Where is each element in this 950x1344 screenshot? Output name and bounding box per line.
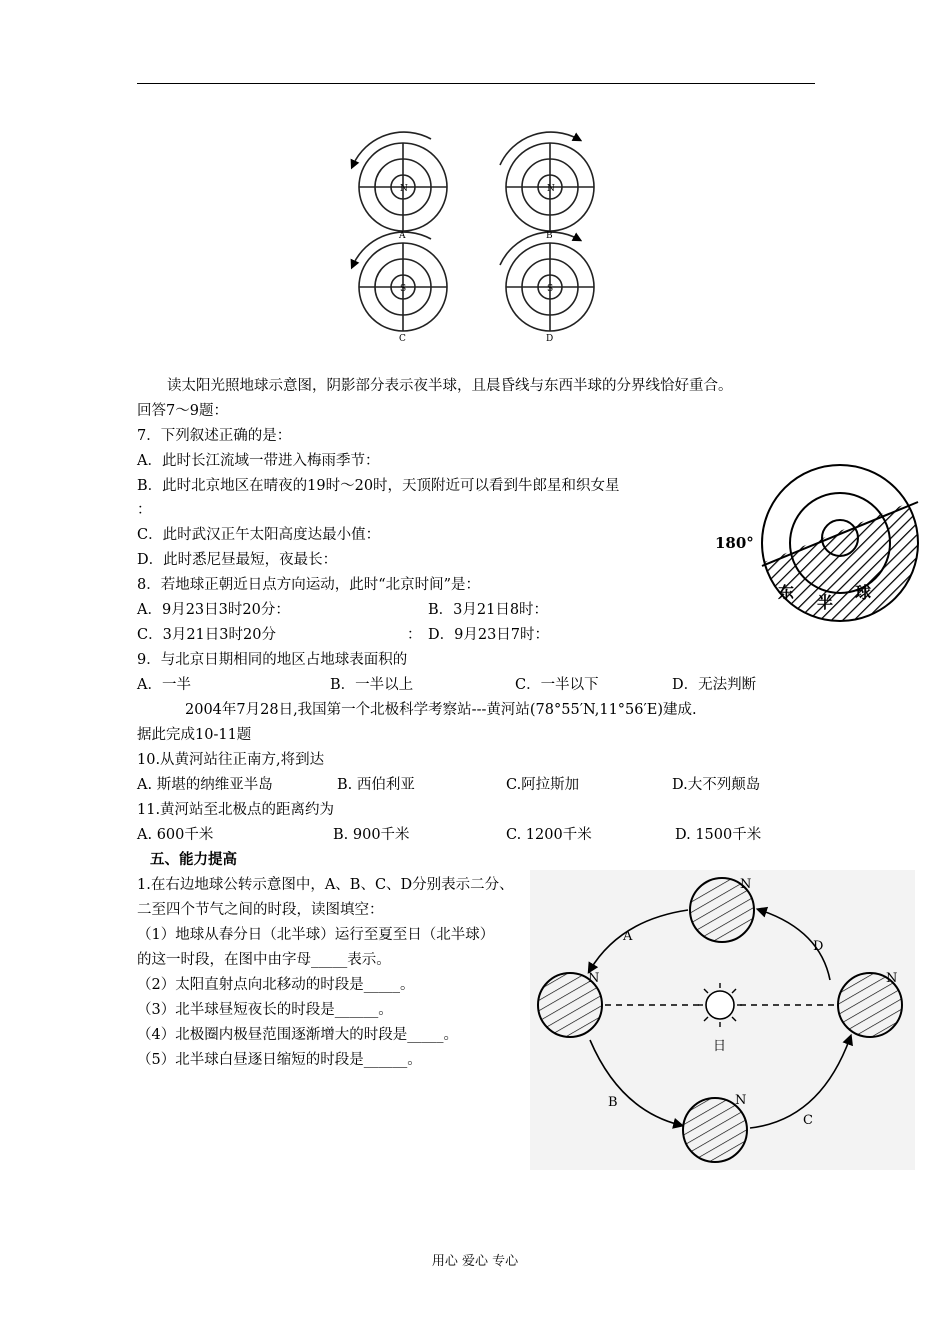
label-c: C bbox=[399, 334, 406, 344]
q8-option-a: A．9月23日3时20分： bbox=[137, 602, 290, 618]
q9-option-a: A．一半 bbox=[137, 677, 191, 693]
q11-option-c: C. 1200千米 bbox=[506, 827, 592, 843]
label-a: A bbox=[399, 231, 406, 241]
label-dong: 东 bbox=[778, 583, 795, 602]
n-bottom: N bbox=[735, 1093, 747, 1108]
q9-option-b: B．一半以上 bbox=[330, 677, 414, 693]
sun-label: 日 bbox=[713, 1039, 727, 1054]
s5-q1-line-2: 二至四个节气之间的时段，读图填空： bbox=[137, 902, 384, 918]
n-left: N bbox=[588, 971, 600, 986]
q7-option-a: A．此时长江流域一带进入梅雨季节： bbox=[137, 453, 380, 469]
orbit-label-c: C bbox=[803, 1113, 813, 1128]
s5-p3: （3）北半球昼短夜长的时段是______。 bbox=[137, 1002, 393, 1018]
q7-option-d: D．此时悉尼昼最短，夜最长： bbox=[137, 552, 338, 568]
q8-option-d: D．9月23日7时： bbox=[428, 627, 550, 643]
q11-option-d: D. 1500千米 bbox=[675, 827, 762, 843]
diagram-b bbox=[500, 132, 594, 231]
q9-option-c: C．一半以下 bbox=[515, 677, 599, 693]
longitude-label: 180° bbox=[715, 534, 754, 552]
section5-heading: 五、能力提高 bbox=[150, 851, 237, 868]
n-top: N bbox=[740, 877, 752, 892]
s5-p5: （5）北半球白昼逐日缩短的时段是______。 bbox=[137, 1052, 422, 1068]
label-south-d: S bbox=[547, 284, 554, 294]
diagram-a bbox=[353, 132, 447, 231]
q7-option-c: C．此时武汉正午太阳高度达最小值： bbox=[137, 527, 381, 543]
q11-stem: 11.黄河站至北极点的距离约为 bbox=[137, 802, 335, 818]
s5-p1-line-2: 的这一时段，在图中由字母_____表示。 bbox=[137, 952, 391, 968]
q10-option-b: B. 西伯利亚 bbox=[337, 777, 415, 793]
header-rule bbox=[137, 83, 815, 84]
q8-sep: ： bbox=[407, 627, 422, 643]
q8-stem: 8．若地球正朝近日点方向运动，此时“北京时间”是： bbox=[137, 577, 481, 593]
q9-stem: 9．与北京日期相同的地区占地球表面积的 bbox=[137, 652, 408, 668]
polar-diagrams-figure bbox=[335, 125, 615, 350]
label-ban: 半 bbox=[817, 593, 834, 612]
s5-p2: （2）太阳直射点向北移动的时段是_____。 bbox=[137, 977, 415, 993]
s5-p1-line-1: （1）地球从春分日（北半球）运行至夏至日（北半球） bbox=[137, 927, 495, 943]
label-north-a: N bbox=[400, 184, 408, 194]
diagram-c bbox=[353, 232, 447, 331]
intro-line-1: 读太阳光照地球示意图，阴影部分表示夜半球，且晨昏线与东西半球的分界线恰好重合。 bbox=[167, 378, 733, 394]
passage2-line-2: 据此完成10-11题 bbox=[137, 727, 252, 743]
label-south-c: S bbox=[400, 284, 407, 294]
diagram-d bbox=[500, 232, 594, 331]
q10-option-c: C.阿拉斯加 bbox=[506, 777, 580, 793]
q10-option-d: D.大不列颠岛 bbox=[672, 777, 761, 793]
label-qiu: 球 bbox=[855, 583, 872, 602]
n-right: N bbox=[886, 971, 898, 986]
orbit-label-b: B bbox=[608, 1095, 618, 1110]
orbit-label-d: D bbox=[813, 939, 824, 954]
passage2-line-1: 2004年7月28日,我国第一个北极科学考察站---黄河站(78°55′N,11°56′E)建成. bbox=[185, 702, 697, 718]
label-d: D bbox=[546, 334, 554, 344]
q7-option-b-cont: ： bbox=[137, 502, 152, 518]
label-b: B bbox=[546, 231, 553, 241]
orbit-label-a: A bbox=[623, 929, 633, 944]
q11-option-a: A. 600千米 bbox=[137, 827, 214, 843]
q11-option-b: B. 900千米 bbox=[333, 827, 410, 843]
s5-p4: （4）北极圈内极昼范围逐渐增大的时段是_____。 bbox=[137, 1027, 458, 1043]
q10-option-a: A. 斯堪的纳维亚半岛 bbox=[137, 777, 273, 793]
q8-option-b: B．3月21日8时： bbox=[428, 602, 549, 618]
sunlit-globe-figure bbox=[710, 458, 925, 623]
q9-option-d: D．无法判断 bbox=[672, 677, 757, 693]
q10-stem: 10.从黄河站往正南方,将到达 bbox=[137, 752, 325, 768]
q8-option-c: C．3月21日3时20分 bbox=[137, 627, 276, 643]
orbit-figure bbox=[530, 870, 915, 1170]
q7-option-b: B．此时北京地区在晴夜的19时～20时，天顶附近可以看到牛郎星和织女星 bbox=[137, 478, 620, 494]
q7-stem: 7．下列叙述正确的是： bbox=[137, 428, 292, 444]
label-north-b: N bbox=[547, 184, 555, 194]
intro-line-2: 回答7～9题： bbox=[137, 403, 228, 419]
s5-q1-line-1: 1.在右边地球公转示意图中，A、B、C、D分别表示二分、 bbox=[137, 877, 514, 893]
page-footer: 用心 爱心 专心 bbox=[431, 1254, 519, 1269]
